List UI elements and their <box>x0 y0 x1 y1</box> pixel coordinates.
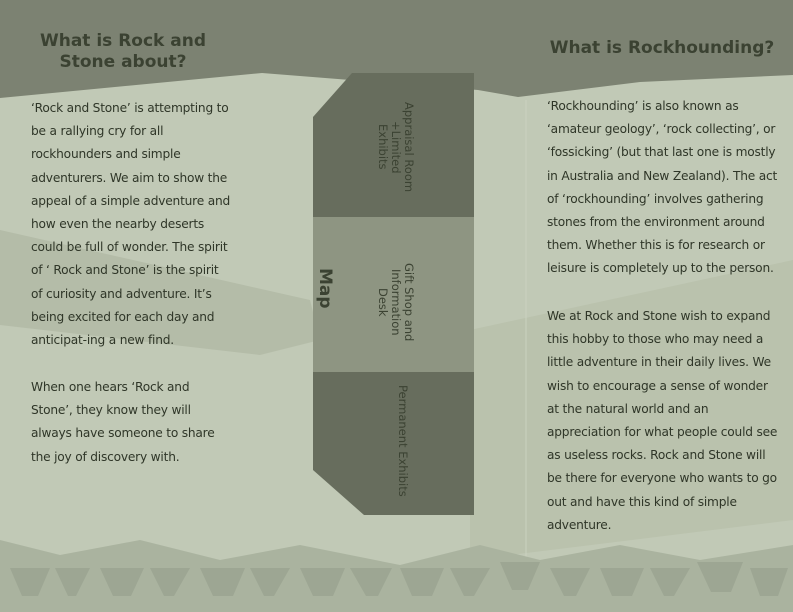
map-title: Map <box>315 268 335 309</box>
left-panel-title: What is Rock and Stone about? <box>39 31 207 72</box>
left-panel-paragraph-1: ‘Rock and Stone’ is attempting to be a rallying cry for all rockhounders and simple adventurers. We aim to show the appeal of a simple adventure and how even the nearby deserts could be full of wonder. The spirit of ‘ Rock and Stone’ is the spirit of curiosity and adventure. It’s being excited for each day and anticipat-ing a new find. <box>31 101 231 348</box>
map-label-appraisal: Appraisal Room +Limited Exhibits <box>376 101 416 193</box>
right-panel-paragraph-2: We at Rock and Stone wish to expand this hobby to those who may need a little adventure in their daily lives. We wish to encourage a sense of wonder at the natural world and an appreciation for what people could see as useless rocks. Rock and Stone will be there for everyone who wants to go out and have this kind of simple adventure. <box>547 309 778 532</box>
left-panel-paragraph-2: When one hears ‘Rock and Stone’, they know they will always have someone to share the joy of discovery with. <box>31 380 215 464</box>
map-label-gift-shop: Gift Shop and Information Desk <box>376 263 416 342</box>
right-panel-paragraph-1: ‘Rockhounding’ is also known as ‘amateur geology’, ‘rock collecting’, or ‘fossicking’ (but that last one is mostly in Australia and New Zealand). The act of ‘rockhounding’ involves gathering stones from the environment around them. Whether this is for research or leisure is completely up to the person. <box>547 99 778 276</box>
right-panel-title: What is Rockhounding? <box>549 38 775 58</box>
map-label-permanent: Permanent Exhibits <box>396 385 410 497</box>
